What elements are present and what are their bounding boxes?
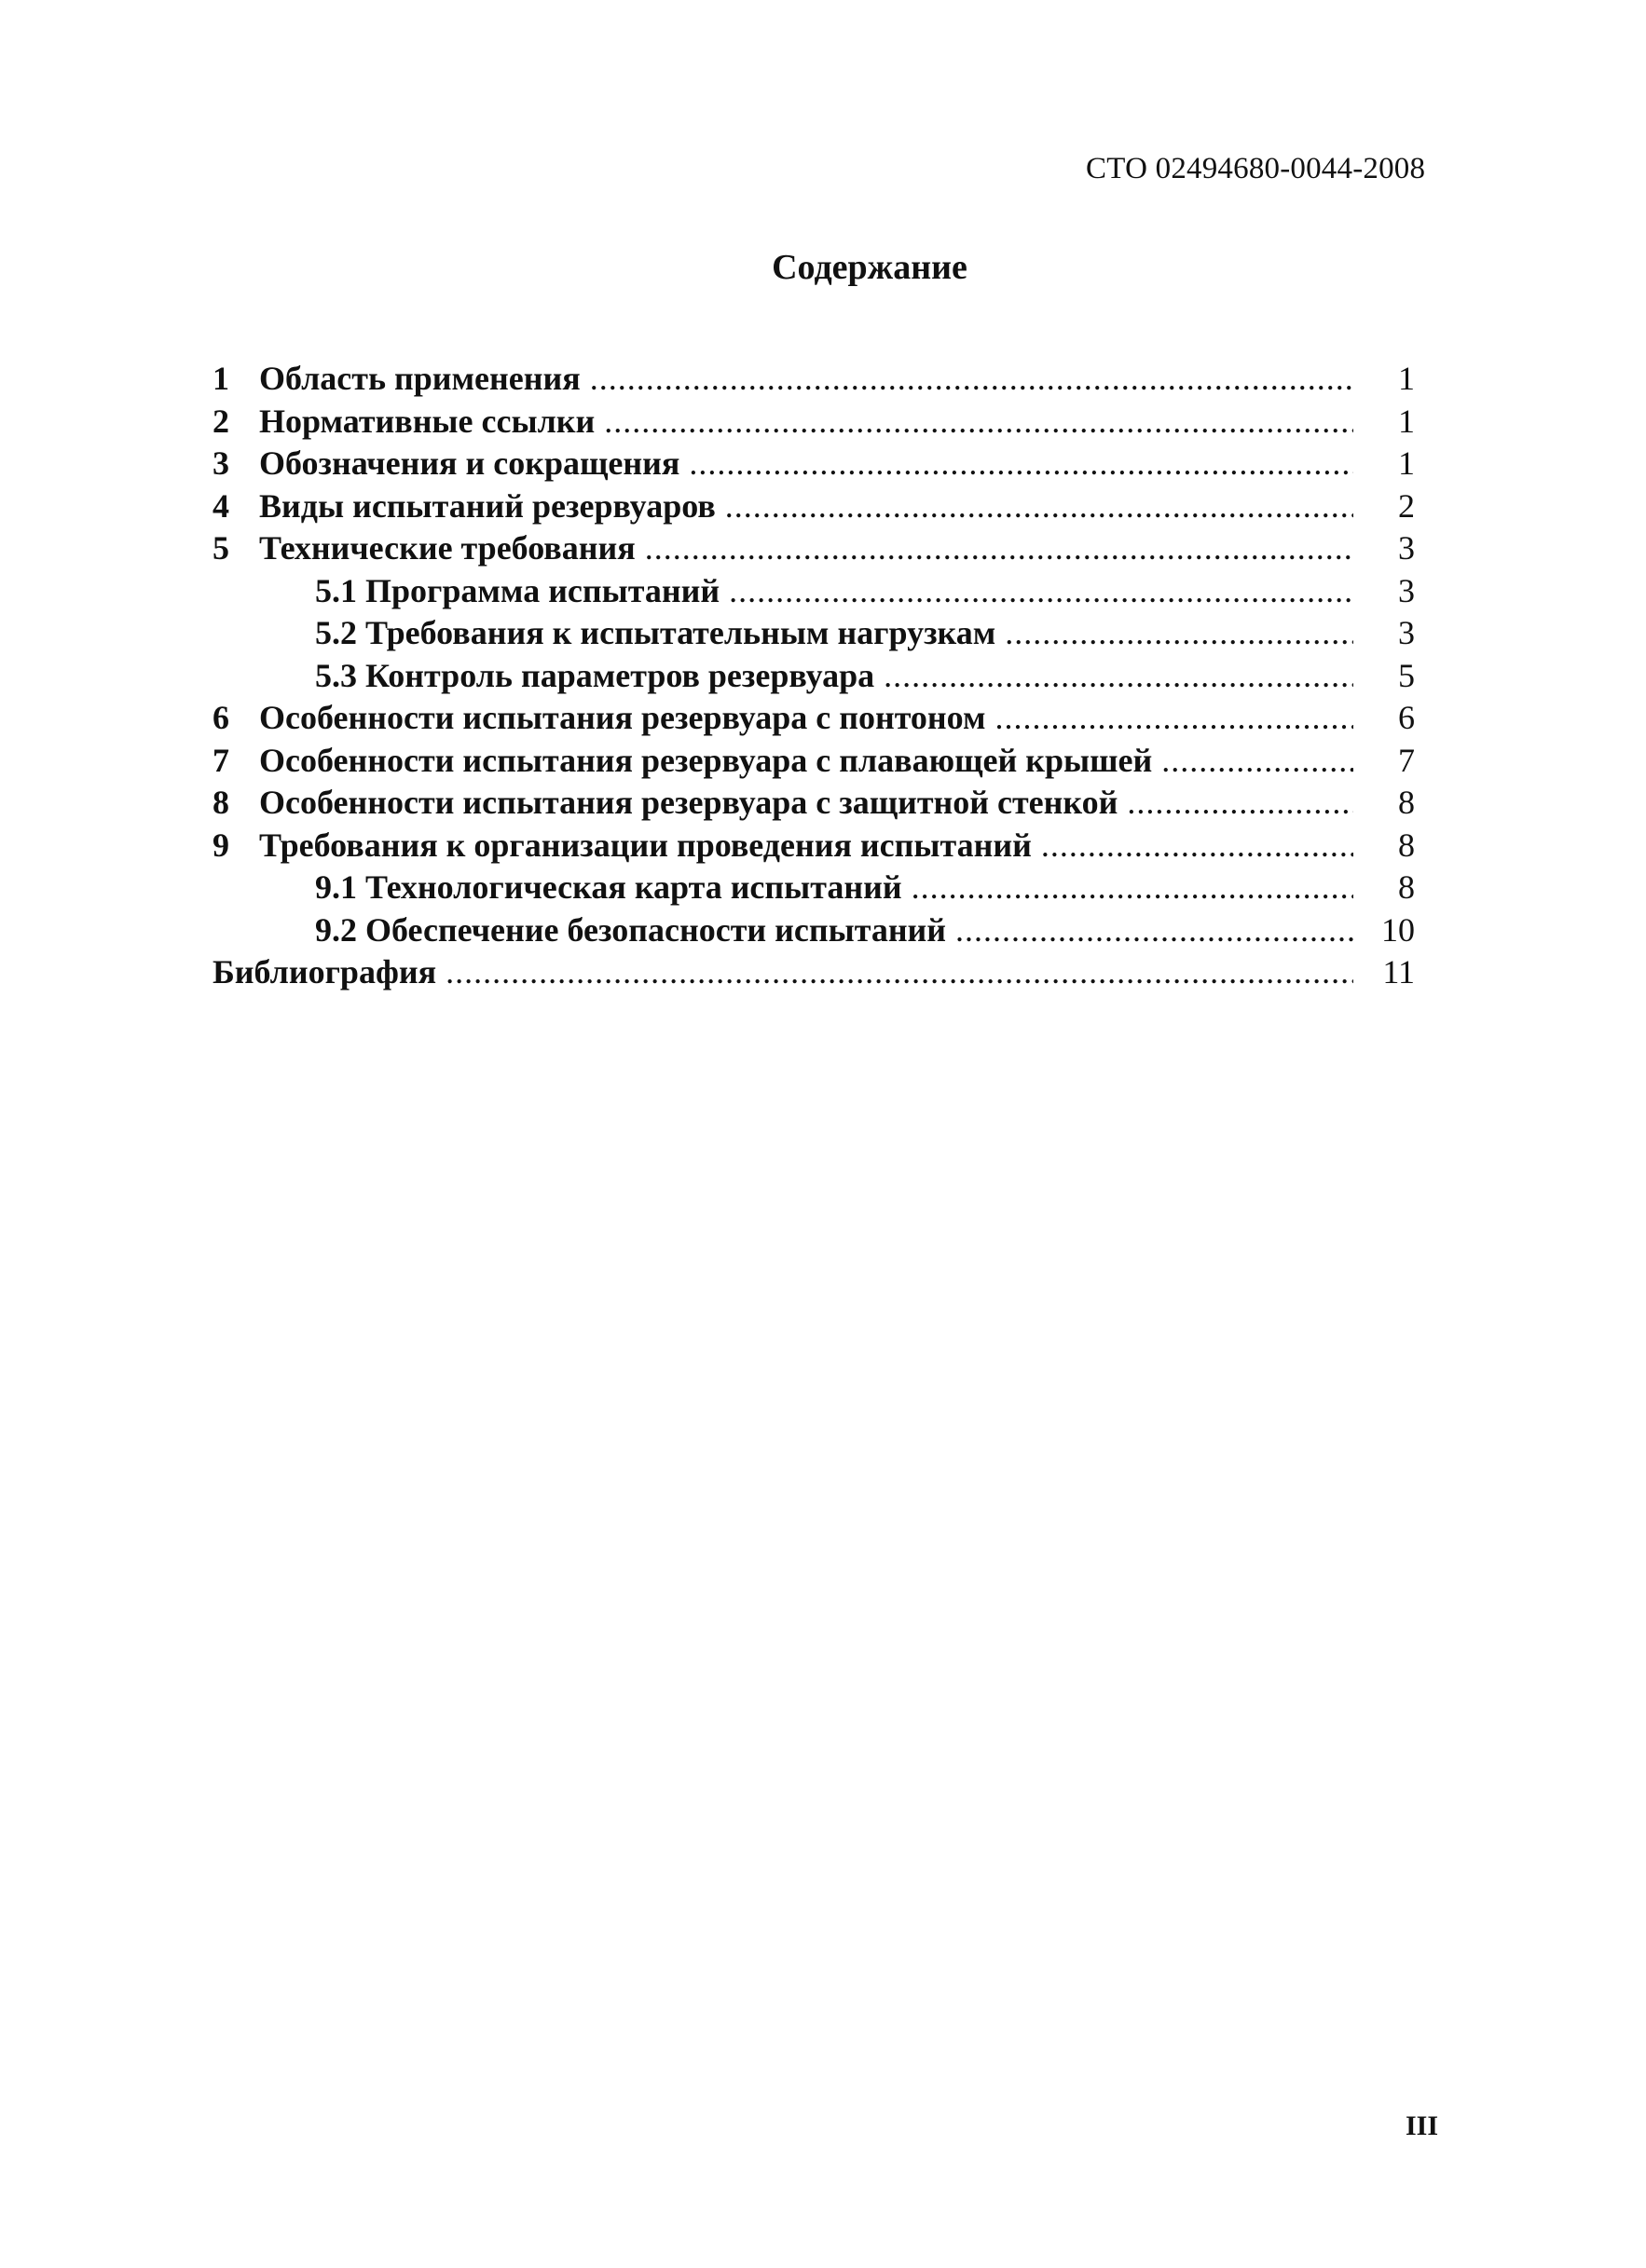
toc-leader-dots — [645, 528, 1353, 567]
toc-entry-page: 1 — [1398, 360, 1415, 397]
toc-subentry[interactable] — [213, 656, 1415, 699]
toc-leader-dots — [1127, 783, 1353, 822]
toc-entry[interactable] — [213, 402, 1415, 444]
toc-entry-page: 3 — [1398, 614, 1415, 651]
toc-entry-number: 9 — [213, 826, 229, 864]
toc-entry-page: 8 — [1398, 826, 1415, 864]
toc-title: Содержание — [772, 248, 967, 287]
document-code: СТО 02494680-0044-2008 — [1086, 152, 1426, 185]
toc-leader-dots — [1041, 826, 1353, 865]
toc-entry-title: 9.2 Обеспечение безопасности испытаний — [315, 910, 947, 949]
toc-entry-title: Виды испытаний резервуаров — [259, 486, 716, 525]
toc-entry-title: 5.2 Требования к испытательным нагрузкам — [315, 614, 996, 651]
table-of-contents — [213, 359, 1415, 995]
toc-entry-number: 1 — [213, 360, 229, 397]
toc-leader-dots — [884, 656, 1353, 695]
toc-entry[interactable] — [213, 741, 1415, 784]
toc-entry-page: 6 — [1398, 699, 1415, 736]
toc-leader-dots — [590, 359, 1353, 398]
toc-entry-page: 8 — [1398, 868, 1415, 906]
toc-entry-number: 4 — [213, 486, 229, 525]
toc-entry-page: 5 — [1398, 656, 1415, 694]
toc-entry-title: Область применения — [259, 360, 581, 397]
toc-entry-number: 8 — [213, 784, 229, 821]
toc-subentry[interactable] — [213, 868, 1415, 910]
toc-subentry[interactable] — [213, 910, 1415, 953]
toc-leader-dots — [604, 402, 1353, 441]
page-number: III — [1406, 2111, 1439, 2141]
toc-entry[interactable] — [213, 444, 1415, 486]
toc-entry-title: 5.1 Программа испытаний — [315, 571, 720, 609]
toc-entry-title: Особенности испытания резервуара с понтоном — [259, 699, 986, 736]
toc-leader-dots — [729, 571, 1353, 610]
toc-leader-dots — [995, 698, 1353, 737]
toc-entry[interactable] — [213, 783, 1415, 826]
toc-entry-title: 9.1 Технологическая карта испытаний — [315, 868, 902, 906]
toc-entry-title: Нормативные ссылки — [259, 402, 596, 440]
toc-entry-page: 10 — [1381, 910, 1415, 949]
toc-entry[interactable] — [213, 826, 1415, 868]
toc-entry-title: 5.3 Контроль параметров резервуара — [315, 656, 875, 694]
toc-entry[interactable] — [213, 698, 1415, 741]
toc-leader-dots — [446, 952, 1353, 991]
toc-entry-page: 8 — [1398, 784, 1415, 821]
toc-leader-dots — [1005, 613, 1353, 652]
toc-leader-dots — [725, 486, 1353, 526]
toc-entry[interactable] — [213, 486, 1415, 529]
toc-entry-number: 3 — [213, 444, 229, 482]
toc-entry-number: 6 — [213, 699, 229, 736]
toc-entry-page: 11 — [1382, 953, 1415, 991]
toc-entry-page: 1 — [1398, 402, 1415, 440]
toc-entry-number: 7 — [213, 741, 229, 779]
toc-entry-page: 3 — [1398, 571, 1415, 609]
toc-entry-page: 3 — [1398, 529, 1415, 567]
toc-entry[interactable] — [213, 528, 1415, 571]
toc-entry-title: Особенности испытания резервуара с защитной стенкой — [259, 784, 1118, 821]
toc-entry[interactable] — [213, 359, 1415, 402]
toc-entry-page: 1 — [1398, 444, 1415, 482]
toc-entry-title: Требования к организации проведения испытаний — [259, 826, 1032, 864]
toc-leader-dots — [955, 910, 1353, 950]
toc-entry-title: Обозначения и сокращения — [259, 444, 680, 482]
toc-entry-bibliography[interactable] — [213, 952, 1415, 995]
toc-leader-dots — [689, 444, 1353, 483]
toc-entry-title: Технические требования — [259, 529, 636, 567]
toc-subentry[interactable] — [213, 571, 1415, 614]
toc-entry-number: 5 — [213, 529, 229, 567]
toc-entry-title: Особенности испытания резервуара с плавающей крышей — [259, 741, 1153, 779]
toc-leader-dots — [1161, 741, 1353, 780]
toc-leader-dots — [912, 868, 1353, 907]
toc-entry-page: 7 — [1398, 741, 1415, 779]
toc-entry-page: 2 — [1398, 486, 1415, 525]
toc-subentry[interactable] — [213, 613, 1415, 656]
toc-entry-title: Библиография — [213, 953, 437, 991]
toc-entry-number: 2 — [213, 402, 229, 440]
